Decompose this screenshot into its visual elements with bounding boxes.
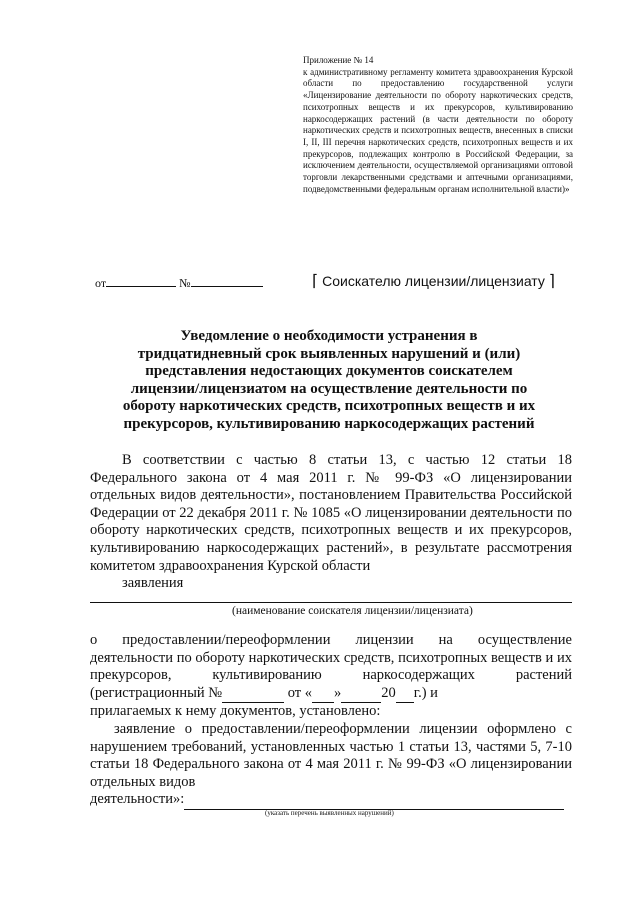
paragraph2-and: и [430, 684, 438, 701]
appendix-text: к административному регламенту комитета здравоохранения Курской области по предоставлению государственной услуги «Лицензирование деятельности по обороту наркотических средств, психотропных веществ и их прекурсоров, культивированию наркосодержащих растений (в части деятельности по обороту наркотических средств и психотропных веществ, внесенных в списки I, II, III перечня наркотических средств, психотропных веществ и их прекурсоров, подлежащих контролю в Российской Федерации, за исключением деятельности, осуществляемой организациями оптовой торговли лекарственными средствами и аптечными организациями, подведомственными федеральным органам исполнительной власти)» [303, 66, 573, 194]
paragraph2-year: 20 [381, 684, 396, 701]
paragraph3-last: деятельности»: [90, 791, 185, 808]
applicant-caption: (наименование соискателя лицензии/лицензиата) [232, 605, 473, 617]
violations-field[interactable] [184, 791, 564, 810]
bracket-open: ⌈ [312, 273, 319, 290]
appendix-number: Приложение № 14 [303, 55, 374, 65]
bracket-close: ⌉ [548, 273, 556, 290]
document-title: Уведомление о необходимости устранения в тридцатидневный срок выявленных нарушений и (или) представления недостающих документов соискателем лицензии/лицензиатом на осуществление деятельности по обороту наркотических средств, психотропных веществ и их прекурсоров, культивированию наркосодержащих растений [122, 328, 536, 432]
month-field[interactable] [341, 685, 381, 704]
date-field[interactable] [106, 275, 176, 287]
number-field[interactable] [191, 275, 263, 287]
appendix-block [303, 55, 573, 195]
addressee-text: Соискателю лицензии/лицензиату [322, 273, 545, 289]
paragraph2-open: « [304, 684, 313, 701]
from-label: от [95, 276, 107, 290]
paragraph2-from: от [287, 684, 302, 701]
year-field[interactable] [396, 685, 414, 704]
paragraph-violations [90, 721, 572, 810]
paragraph1-text: В соответствии с частью 8 статьи 13, с частью 12 статьи 18 Федерального закона от 4 мая 2011 г. № 99-ФЗ «О лицензировании отдельных видов деятельности», постановлением Правительства Российской Федерации от 22 декабря 2011 г. № 1085 «О лицензировании деятельности по обороту наркотических средств, психотропных веществ и их прекурсоров, культивированию наркосодержащих растений», в результате рассмотрения комитетом здравоохранения Курской области [90, 452, 572, 574]
paragraph-legal-basis [90, 452, 572, 593]
paragraph3-last-line [90, 791, 572, 810]
paragraph2-end: прилагаемых к нему документов, установлено: [90, 703, 381, 720]
date-number-line [95, 275, 263, 291]
applicant-name-field[interactable] [90, 601, 572, 603]
paragraph-application [90, 632, 572, 721]
paragraph1-last: заявления [122, 575, 184, 592]
number-label: № [179, 276, 191, 290]
paragraph2-start: о предоставлении/переоформлении лицензии на осуществление деятельности по обороту наркотических средств, психотропных веществ и их прекурсоров, культивированию наркосодержащих растений (регистрационный № [90, 632, 572, 701]
paragraph2-year-end: г.) [413, 684, 427, 701]
violations-caption: (указать перечень выявленных нарушений) [265, 809, 394, 817]
paragraph3-text: заявление о предоставлении/переоформлении лицензии оформлено с нарушением требований, установленных частью 1 статьи 13, частями 5, 7-10 статьи 18 Федерального закона от 4 мая 2011 г. № 99-ФЗ «О лицензировании отдельных видов [90, 721, 572, 790]
addressee [312, 271, 555, 291]
reg-number-field[interactable] [222, 685, 284, 704]
day-field[interactable] [312, 685, 334, 704]
paragraph2-close: » [334, 684, 342, 701]
